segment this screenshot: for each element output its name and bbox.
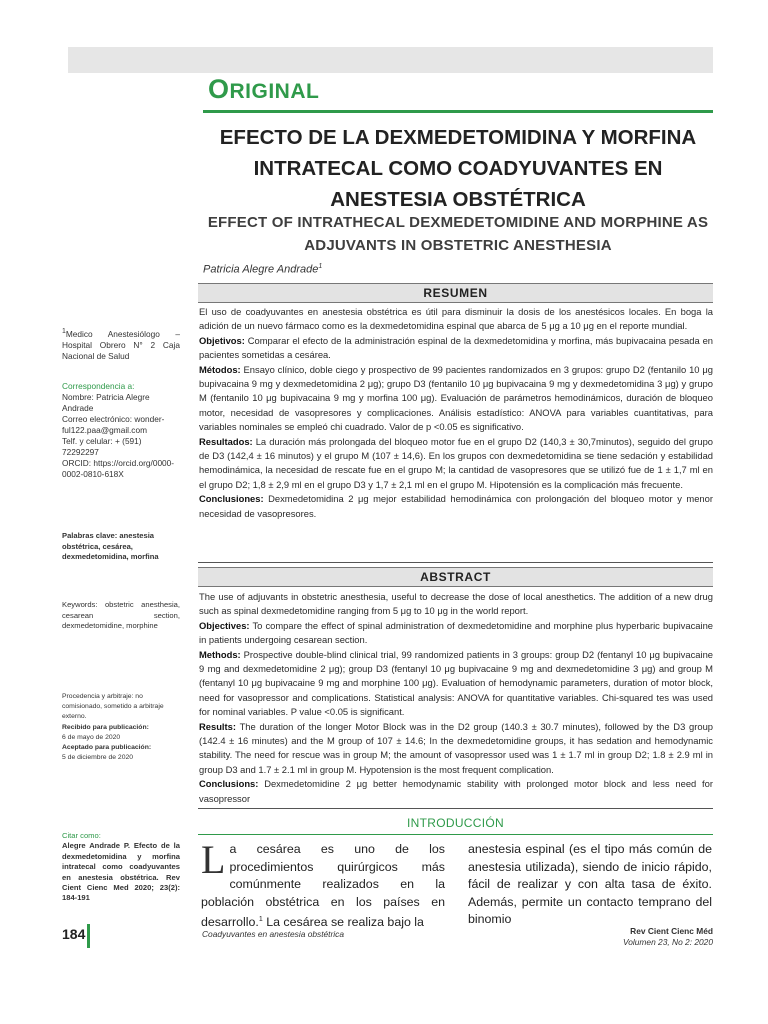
abstract-conclusions: Conclusions: Dexmedetomidine 2 μg better hemodynamic stability with prolonged motor block and less need for vasopressor (199, 778, 713, 804)
intro-column-left: La cesárea es uno de los procedimientos quirúrgicos más comúnmente realizados en la población obstétrica en los países en desarrollo.$^1$ La cesárea se realiza bajo la (201, 837, 445, 930)
abstract-heading: ABSTRACT (198, 567, 713, 587)
section-label: ORIGINAL (208, 74, 320, 104)
author-line: Patricia Alegre Andrade$^1$ (203, 263, 323, 276)
footer-accent (87, 924, 90, 948)
resumen-conclusiones: Conclusiones: Dexmedetomidina 2 μg mejor estabilidad hemodinámica con prolongación del bloqueo motor y menor necesidad de vasopresores. (199, 493, 713, 519)
page-number: 184 (62, 926, 86, 942)
intro-rule (198, 834, 713, 835)
drop-cap: L (201, 837, 226, 882)
correspondence (62, 381, 180, 480)
resumen-intro: El uso de coadyuvantes en anestesia obstétrica es útil para disminuir la dosis de los anestésicos locales. En boga la adición de un nuevo fármaco como es la dexmedetomidina espinal que abarca de 5 μg a 10 μg en el reporte mundial. (199, 306, 713, 332)
resumen-heading: RESUMEN (198, 283, 713, 303)
citation (62, 831, 180, 904)
journal-volume: Volumen 23, No 2: 2020 (622, 937, 713, 947)
intro-heading: INTRODUCCIÓN (407, 816, 504, 830)
publication-info: Procedencia y arbitraje: no comisionado, sometido a arbitraje externo. Recibido para publicación: 6 de mayo de 2020 Aceptado para publicación: 5 de diciembre de 2020 (62, 692, 180, 763)
journal-name: Rev Cient Cienc Méd (630, 926, 713, 936)
correspondence-phone: Telf. y celular: + (591) 72292297 (62, 436, 142, 457)
intro-column-right: anestesia espinal (es el tipo más común de anestesia utilizada), siendo de inicio rápido, fácil de realizar y con alta tasa de éxito. Además, permite un contacto temprano del binomio (468, 842, 712, 926)
correspondence-email[interactable]: Correo electrónico: wonder-ful122.paa@gmail.com (62, 414, 165, 435)
resumen-objetivos: Objetivos: Comparar el efecto de la administración espinal de la dexmedetomidina y morfina, más bupivacaina pesada en pacientes sometidas a cesárea. (199, 334, 713, 361)
citation-text: Alegre Andrade P. Efecto de la dexmedetomidina y morfina intratecal como coadyuvantes en anestesia obstétrica. Rev Cient Cienc Med 2020; 23(2): 184-191 (62, 841, 180, 903)
abstract-methods: Methods: Prospective double-blind clinical trial, 99 randomized patients in 3 groups: group D2 (fentanyl 10 μg bupivacaine 9 mg and dexmedetomidine 2 μg); group D3 (fentanyl 10 μg bupivacaine 9 mg and dexmedetomidine 3 μg) and group M (fentanyl 10 μg bupivacaine 9 mg and morphine 100 μg). Evaluation of hemodynamic parameters, duration of motor block, need for vasopressor and complications. Statistical analysis: ANOVA for quantitative variables. Chi-squared tes was used for nominal variables. P value <0.05 is significant. (199, 648, 713, 718)
abstract-intro: The use of adjuvants in obstetric anesthesia, useful to decrease the dose of local anesthetics. The addition of a new drug such as spinal dexmedetomidine ranging from 5 μg to 10 μg in the world report. (199, 591, 713, 617)
correspondence-orcid[interactable]: ORCID: https://orcid.org/0000-0002-0810-618X (62, 458, 175, 479)
header-rule (68, 47, 713, 73)
abstract-end-rule (198, 808, 713, 809)
running-title: Coadyuvantes en anestesia obstétrica (202, 929, 344, 939)
correspondence-heading: Correspondencia a: (62, 381, 135, 391)
resumen-resultados: Resultados: La duración más prolongada del bloqueo motor fue en el grupo D2 (140,3 ± 30,7minutos), seguido del grupo de D3 (142,4 ± 16 minutos) y el grupo M (107 ± 14,6). En los grupos con dexmedetomidina se tiene sedación y estabilidad hemodinámica, la necesidad de rescate fue en el grupo M; la cantidad de vasopresores que se utilizó fue de 1 ± 1,7 ml en el grupo D2; 1,8 ± 2,9 ml en el grupo D3 y 1,7 ± 2,1 ml en el grupo M. Hipotensión es la complicación más frecuente. (199, 435, 713, 490)
resumen-end-rule (198, 562, 713, 563)
accepted-date: 5 de diciembre de 2020 (62, 754, 134, 762)
resumen-body (199, 305, 713, 563)
article-title-en: EFFECT OF INTRATHECAL DEXMEDETOMIDINE AND MORPHINE AS ADJUVANTS IN OBSTETRIC ANESTHESIA (207, 214, 709, 254)
correspondence-name: Nombre: Patricia Alegre Andrade (62, 392, 150, 413)
author-affiliation: $^1$Medico Anestesiólogo – Hospital Obrero N° 2 Caja Nacional de Salud (62, 328, 180, 361)
section-underline (203, 110, 713, 113)
article-title-es: EFECTO DE LA DEXMEDETOMIDINA Y MORFINA INTRATECAL COMO COADYUVANTES EN ANESTESIA OBSTÉTRICA (219, 126, 697, 211)
resumen-metodos: Métodos: Ensayo clínico, doble ciego y prospectivo de 99 pacientes randomizados en 3 grupos: grupo D2 (fentanilo 10 μg bupivacaina 9 mg y dexmedetomidina 2 μg); grupo D3 (fentanilo 10 μg bupivacaina 9 mg y dexmedetomidina 3 μg) y grupo M (fentanilo 10 μg bupivacaina 9 mg y morfina 100 μg). Evaluación de parámetros hemodinámicos, duración de bloqueo motor, necesidad de vasopresores y complicaciones. Análisis estadístico: ANOVA para variables cuantitativas, para variables nominales se empleó chi cuadrado. Valor de p <0.05 es significativo. (199, 363, 713, 433)
citation-heading: Citar como: (62, 831, 101, 840)
received-date: 6 de mayo de 2020 (62, 733, 121, 741)
author-name: Patricia Alegre Andrade (203, 263, 319, 276)
abstract-results: Results: The duration of the longer Motor Block was in the D2 group (140.3 ± 30.7 minutes), followed by the D3 group (142.4 ± 16 minutes) and the M group of 107 ± 14.6; In the dexmedetomidine groups, it has sedation and hemodynamic stability. The need for rescue was in group M; the amount of vasopressor used was 1 ± 1.7 ml in group D2; 1.8 ± 2.9 ml in group D3 and 1.7 ± 2.1 ml in group M. Hypotension is the most frequent complication. (199, 720, 713, 775)
review-info: Procedencia y arbitraje: no comisionado, sometido a arbitraje externo. (62, 693, 164, 721)
abstract-objectives: Objectives: To compare the effect of spinal administration of dexmedetomidine and morphine plus hyperbaric bupivacaine in patients undergoing cesarean section. (199, 619, 713, 646)
keywords-en: Keywords: obstetric anesthesia, cesarean section, dexmedetomidine, morphine (62, 600, 180, 630)
abstract-body (199, 590, 713, 806)
journal-info (560, 926, 713, 948)
keywords-es: Palabras clave: anestesia obstétrica, cesárea, dexmedetomidina, morfina (62, 531, 159, 561)
